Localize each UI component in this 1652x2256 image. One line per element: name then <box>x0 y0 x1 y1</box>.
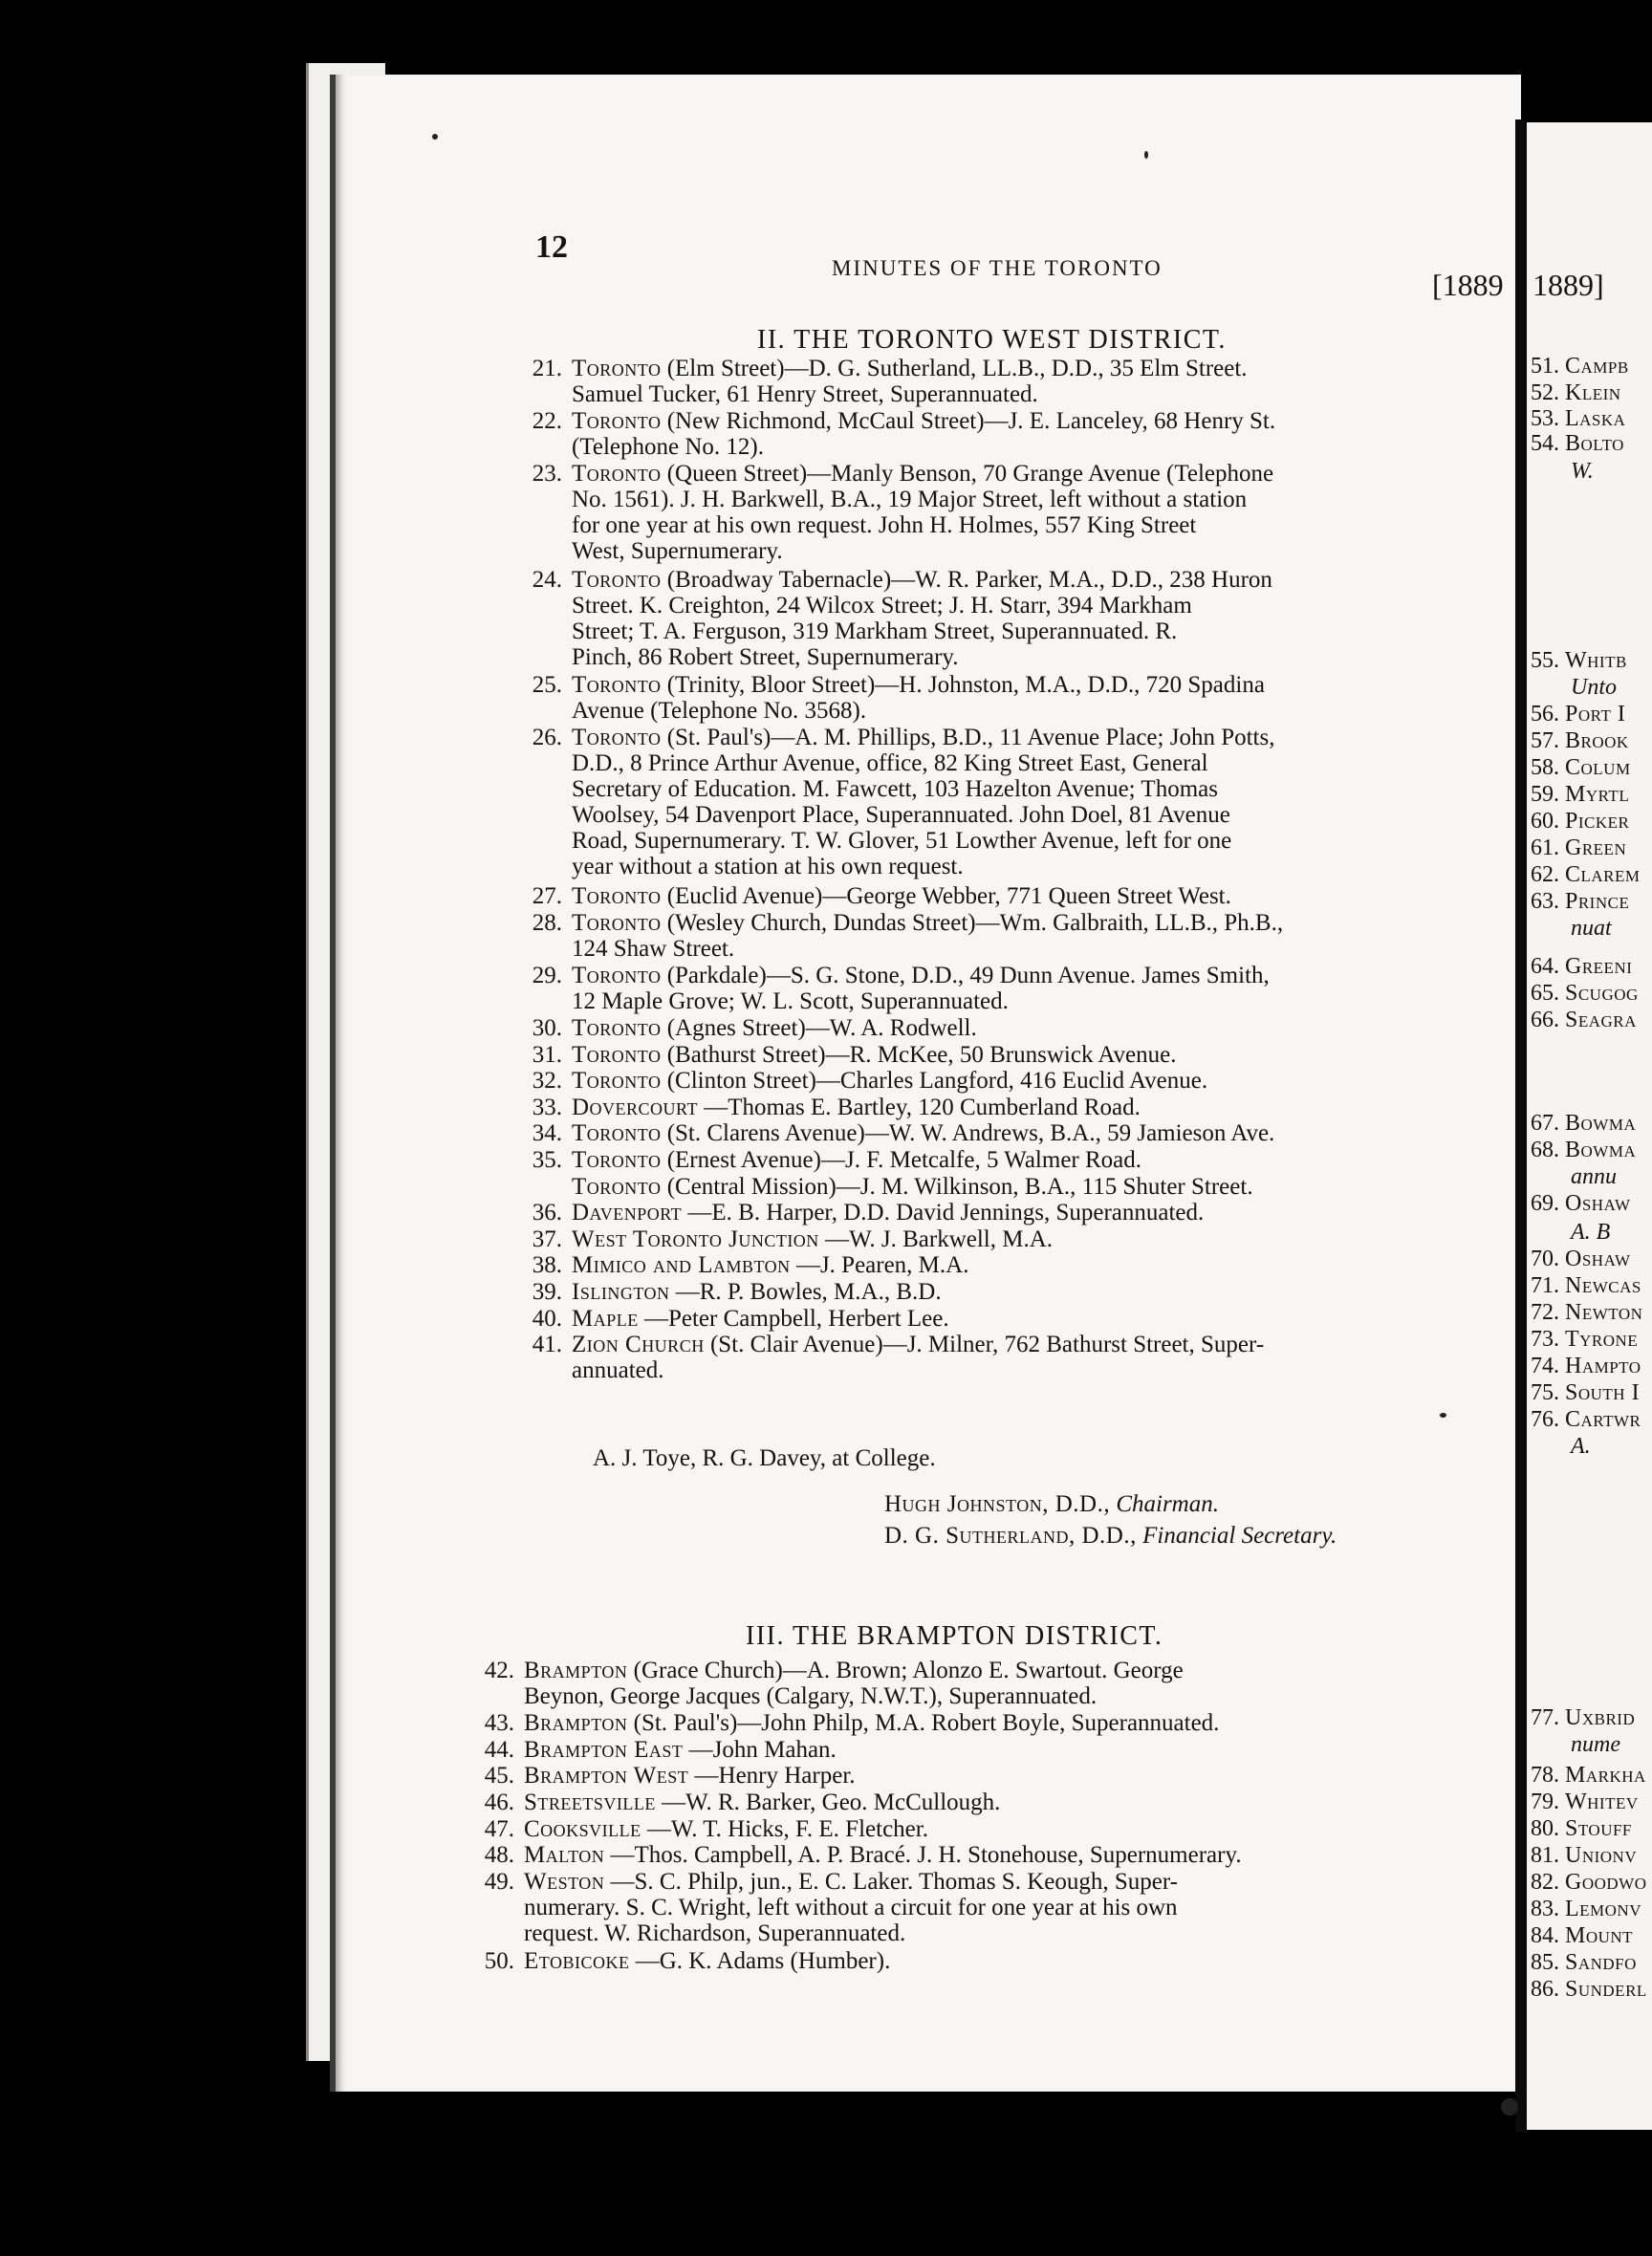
circuit-entry <box>468 1816 928 1842</box>
facing-entry <box>1527 1870 1647 1896</box>
circuit-entry <box>516 1015 977 1041</box>
entry-text-line: (New Richmond, McCaul Street)—J. E. Lanceley, 68 Henry St. <box>666 408 1276 435</box>
entry-text-line: (St. Paul's)—A. M. Phillips, B.D., 11 Avenue Place; John Potts, <box>666 725 1275 751</box>
circuit-entry <box>468 1658 1184 1709</box>
facing-entry <box>1527 1191 1631 1217</box>
facing-entry-number: 86. <box>1531 1977 1559 2002</box>
facing-entry-text: Newcas <box>1565 1273 1641 1298</box>
entry-text-line: —Henry Harper. <box>694 1763 856 1790</box>
facing-entry-number: 58. <box>1531 755 1559 780</box>
entry-number: 24. <box>532 566 562 593</box>
entry-text-line: (Central Mission)—J. M. Wilkinson, B.A., 115 Shuter Street. <box>666 1173 1253 1200</box>
facing-entry-text: Prince <box>1565 889 1630 914</box>
circuit-entry <box>468 1790 1000 1815</box>
entry-place: Brampton <box>524 1710 628 1737</box>
circuit-entry <box>516 461 1273 564</box>
entry-text-line: Street; T. A. Ferguson, 319 Markham Street, Superannuated. R. <box>572 618 1178 644</box>
facing-entry <box>1527 782 1629 808</box>
facing-entry-continuation: annu <box>1571 1164 1617 1189</box>
facing-entry-text: Lemonv <box>1565 1897 1641 1921</box>
entry-place: Brampton West <box>524 1763 689 1790</box>
facing-entry-text: Cartwr <box>1565 1407 1641 1432</box>
facing-entry-text: Laska <box>1565 406 1626 431</box>
facing-entry <box>1527 728 1629 754</box>
facing-entry-text: Markha <box>1565 1763 1646 1788</box>
facing-entry <box>1527 648 1627 674</box>
entry-place: Weston <box>524 1868 605 1895</box>
facing-entry-text: Mount <box>1565 1923 1634 1948</box>
entry-text-line: Road, Supernumerary. T. W. Glover, 51 Lowther Avenue, left for one <box>572 828 1232 855</box>
facing-entry-text: Goodwo <box>1565 1870 1647 1895</box>
facing-entry-text: Picker <box>1565 809 1630 834</box>
entry-number: 37. <box>532 1226 562 1252</box>
facing-entry <box>1527 1950 1637 1976</box>
entry-number: 22. <box>532 408 562 435</box>
entry-text-line: (Agnes Street)—W. A. Rodwell. <box>666 1015 977 1041</box>
facing-entry-text: Bowma <box>1565 1138 1637 1162</box>
entry-number: 36. <box>532 1200 562 1226</box>
facing-page <box>1527 122 1652 2130</box>
facing-entry-text: Unionv <box>1565 1843 1638 1868</box>
circuit-entry <box>516 567 1272 670</box>
entry-place: Toronto <box>572 408 662 435</box>
facing-entry <box>1527 981 1639 1007</box>
circuit-entry <box>468 1763 856 1789</box>
entry-place: Malton <box>524 1842 605 1869</box>
circuit-entry <box>516 963 1270 1014</box>
facing-entry <box>1527 1763 1646 1789</box>
facing-entry-number: 84. <box>1531 1923 1559 1948</box>
facing-entry-number: 74. <box>1531 1354 1559 1378</box>
facing-entry-text: Oshaw <box>1565 1247 1631 1271</box>
entry-place: Etobicoke <box>524 1947 630 1974</box>
facing-entry-text: Campb <box>1565 354 1629 379</box>
facing-entry-number: 59. <box>1531 782 1559 807</box>
circuit-entry <box>516 1042 1176 1068</box>
facing-entry <box>1527 1816 1632 1842</box>
facing-entry <box>1527 755 1631 781</box>
circuit-entry <box>516 1095 1141 1120</box>
circuit-entry <box>468 1710 1219 1736</box>
facing-entry-number: 66. <box>1531 1008 1559 1032</box>
facing-entry <box>1527 406 1625 432</box>
entry-place: West Toronto Junction <box>572 1226 819 1252</box>
entry-place: Toronto <box>572 1147 662 1173</box>
facing-entry-number: 52. <box>1531 380 1559 405</box>
facing-entry-text: Whitev <box>1565 1790 1639 1814</box>
entry-text-line: Woolsey, 54 Davenport Place, Superannuated. John Doel, 81 Avenue <box>572 802 1230 829</box>
entry-text-line: request. W. Richardson, Superannuated. <box>524 1920 906 1946</box>
entry-number: 42. <box>484 1658 514 1683</box>
facing-entry-number: 55. <box>1531 648 1559 673</box>
entry-text-line: D.D., 8 Prince Arthur Avenue, office, 82 King Street East, General <box>572 750 1208 777</box>
entry-text-line: —W. R. Barker, Geo. McCullough. <box>662 1790 1001 1815</box>
facing-entry-number: 71. <box>1531 1273 1559 1298</box>
entry-text-line: (Telephone No. 12). <box>572 434 764 461</box>
facing-entry <box>1527 1977 1647 2003</box>
entry-place: Cooksville <box>524 1815 641 1842</box>
entry-text-line: —W. J. Barkwell, M.A. <box>825 1226 1054 1252</box>
entry-number: 25. <box>532 672 562 699</box>
entry-number: 39. <box>532 1279 562 1305</box>
facing-entry-number: 78. <box>1531 1763 1559 1788</box>
facing-entry-number: 79. <box>1531 1790 1559 1814</box>
entry-text-line: —Thomas E. Bartley, 120 Cumberland Road. <box>704 1094 1141 1120</box>
facing-entry-text: Myrtl <box>1565 782 1630 807</box>
facing-entry <box>1527 1111 1636 1137</box>
entry-place: Zion Church <box>572 1332 705 1358</box>
facing-entry-text: Stouff <box>1565 1816 1632 1841</box>
entry-number: 48. <box>484 1842 514 1869</box>
facing-entry <box>1527 1327 1638 1353</box>
entry-place: Brampton East <box>524 1736 684 1763</box>
entry-number: 35. <box>532 1147 562 1173</box>
entry-text-line: (Grace Church)—A. Brown; Alonzo E. Swartout. George <box>633 1658 1184 1683</box>
circuit-entry <box>516 1332 1264 1383</box>
circuit-entry <box>468 1948 890 1974</box>
facing-entry-text: Green <box>1565 835 1627 860</box>
page-number: 12 <box>535 229 568 265</box>
facing-entry <box>1527 380 1621 406</box>
entry-number: 30. <box>532 1015 562 1041</box>
circuit-entry <box>516 725 1274 879</box>
facing-entry-continuation: nume <box>1571 1732 1620 1757</box>
facing-entry-number: 75. <box>1531 1380 1559 1405</box>
facing-entry-text: Klein <box>1565 380 1621 405</box>
entry-number: 26. <box>532 725 562 751</box>
entry-text-line: (Ernest Avenue)—J. F. Metcalfe, 5 Walmer Road. <box>666 1147 1142 1173</box>
facing-entry-text: Newton <box>1565 1300 1643 1325</box>
facing-entry-number: 70. <box>1531 1247 1559 1271</box>
entry-text-line: (Broadway Tabernacle)—W. R. Parker, M.A., D.D., 238 Huron <box>666 566 1272 593</box>
facing-entry-text: Uxbrid <box>1565 1705 1636 1730</box>
circuit-entry <box>516 672 1265 724</box>
circuit-entry <box>468 1869 1178 1946</box>
college-note: A. J. Toye, R. G. Davey, at College. <box>593 1445 936 1471</box>
facing-entry-text: Sandfo <box>1565 1950 1637 1975</box>
facing-entry <box>1527 1300 1642 1326</box>
entry-place: Davenport <box>572 1200 683 1226</box>
entry-text-line: (Queen Street)—Manly Benson, 70 Grange Avenue (Telephone <box>666 461 1274 488</box>
entry-text-line: for one year at his own request. John H. Holmes, 557 King Street <box>572 512 1197 539</box>
entry-place: Brampton <box>524 1658 628 1683</box>
facing-entry-number: 63. <box>1531 889 1559 914</box>
facing-entry-number: 83. <box>1531 1897 1559 1921</box>
facing-entry-number: 73. <box>1531 1327 1559 1352</box>
entry-number: 50. <box>484 1947 514 1974</box>
facing-entry <box>1527 954 1632 980</box>
entry-text-line: (Parkdale)—S. G. Stone, D.D., 49 Dunn Avenue. James Smith, <box>666 962 1270 988</box>
entry-text-line: —John Mahan. <box>688 1736 837 1763</box>
entry-number: 32. <box>532 1068 562 1095</box>
facing-entry-text: Clarem <box>1565 862 1641 887</box>
facing-entry-number: 85. <box>1531 1950 1559 1975</box>
facing-entry-number: 61. <box>1531 835 1559 860</box>
facing-entry-continuation: W. <box>1571 459 1594 484</box>
entry-text-line: 12 Maple Grove; W. L. Scott, Superannuated. <box>572 987 1009 1014</box>
facing-entry <box>1527 702 1625 727</box>
signature-secretary <box>884 1523 1337 1550</box>
entry-place: Toronto <box>572 1041 662 1068</box>
facing-entry-continuation: nuat <box>1571 916 1612 941</box>
entry-text-line: year without a station at his own request. <box>572 854 964 880</box>
signature-name: Hugh Johnston, D.D., <box>884 1491 1111 1517</box>
entry-place: Toronto <box>572 1068 662 1095</box>
page-year: [1889 <box>1432 268 1504 302</box>
entry-place: Toronto <box>572 725 662 751</box>
facing-entry-number: 54. <box>1531 431 1559 456</box>
entry-number: 31. <box>532 1041 562 1068</box>
entry-text-line: (Elm Street)—D. G. Sutherland, LL.B., D.D., 35 Elm Street. <box>666 356 1248 381</box>
facing-entry <box>1527 862 1641 888</box>
facing-entry-text: South I <box>1565 1380 1641 1405</box>
facing-entry-text: Colum <box>1565 755 1631 780</box>
facing-entry-number: 76. <box>1531 1407 1559 1432</box>
entry-number: 45. <box>484 1763 514 1790</box>
entry-text-line: Beynon, George Jacques (Calgary, N.W.T.), Superannuated. <box>524 1683 1098 1709</box>
facing-entry <box>1527 354 1629 380</box>
circuit-entry <box>468 1737 837 1763</box>
facing-entry-text: Sunderl <box>1565 1977 1647 2002</box>
facing-entry-text: Brook <box>1565 728 1629 753</box>
entry-text-line: (Wesley Church, Dundas Street)—Wm. Galbraith, LL.B., Ph.B., <box>666 909 1284 936</box>
facing-entry <box>1527 1008 1637 1033</box>
entry-place: Islington <box>572 1279 670 1305</box>
entry-number: 33. <box>532 1094 562 1120</box>
entry-text-line: (St. Paul's)—John Philp, M.A. Robert Boyle, Superannuated. <box>633 1710 1220 1737</box>
entry-place: Toronto <box>572 1015 662 1041</box>
entry-number: 23. <box>532 461 562 488</box>
facing-entry <box>1527 1380 1640 1406</box>
facing-entry-number: 72. <box>1531 1300 1559 1325</box>
entry-place: Toronto <box>572 672 662 699</box>
facing-entry-number: 81. <box>1531 1843 1559 1868</box>
signature-name: D. G. Sutherland, D.D., <box>884 1523 1137 1549</box>
facing-entry <box>1527 1247 1631 1272</box>
facing-entry <box>1527 835 1626 861</box>
entry-number: 40. <box>532 1305 562 1332</box>
facing-entry <box>1527 889 1629 915</box>
running-head: MINUTES OF THE TORONTO <box>832 256 1163 280</box>
facing-entry <box>1527 1407 1641 1433</box>
entry-text-line: Secretary of Education. M. Fawcett, 103 Hazelton Avenue; Thomas <box>572 776 1218 803</box>
entry-text-line: —Peter Campbell, Herbert Lee. <box>643 1305 949 1332</box>
page-gutter <box>1515 119 1527 2132</box>
entry-place: Toronto <box>572 461 662 488</box>
signature-role: Chairman. <box>1116 1491 1219 1517</box>
entry-text-line: numerary. S. C. Wright, left without a circuit for one year at his own <box>524 1894 1178 1920</box>
circuit-entry <box>516 1200 1204 1226</box>
entry-text-line: Samuel Tucker, 61 Henry Street, Superannuated. <box>572 381 1038 407</box>
entry-place: Toronto <box>572 883 662 909</box>
entry-text-line: —G. K. Adams (Humber). <box>635 1947 891 1974</box>
entry-place: Maple <box>572 1305 639 1332</box>
facing-entry-number: 57. <box>1531 728 1559 753</box>
facing-entry <box>1527 1273 1641 1299</box>
entry-place: Dovercourt <box>572 1094 698 1120</box>
facing-entry-continuation: A. <box>1571 1434 1591 1459</box>
facing-entry <box>1527 1790 1639 1815</box>
entry-place: Toronto <box>572 962 662 988</box>
entry-text-line: Pinch, 86 Robert Street, Supernumerary. <box>572 643 959 670</box>
facing-entry-text: Hampto <box>1565 1354 1641 1378</box>
facing-entry-text: Greeni <box>1565 954 1633 979</box>
facing-entry-text: Port I <box>1565 702 1626 727</box>
entry-text-line: (St. Clair Avenue)—J. Milner, 762 Bathurst Street, Super- <box>709 1332 1265 1358</box>
facing-entry-text: Bowma <box>1565 1111 1637 1136</box>
facing-entry-number: 65. <box>1531 981 1559 1006</box>
facing-entry-number: 53. <box>1531 406 1559 431</box>
scan-speck <box>432 134 438 140</box>
entry-number: 47. <box>484 1815 514 1842</box>
facing-entry-continuation: A. B <box>1571 1220 1611 1245</box>
facing-entry-number: 56. <box>1531 702 1559 727</box>
circuit-entry <box>516 1252 968 1278</box>
facing-entry <box>1527 431 1624 457</box>
facing-entry-text: Scugog <box>1565 981 1639 1006</box>
entry-text-line: —Thos. Campbell, A. P. Bracé. J. H. Stonehouse, Supernumerary. <box>610 1842 1242 1869</box>
facing-entry <box>1527 809 1629 835</box>
facing-entry <box>1527 1354 1641 1379</box>
entry-number: 27. <box>532 883 562 909</box>
entry-text-line: —R. P. Bowles, M.A., B.D. <box>675 1279 942 1305</box>
entry-number: 49. <box>484 1868 514 1895</box>
entry-number: 21. <box>532 356 562 381</box>
district-heading-brampton: III. THE BRAMPTON DISTRICT. <box>746 1621 1163 1651</box>
circuit-entry <box>516 1226 1053 1252</box>
entry-place: Toronto <box>572 1120 662 1147</box>
entry-place: Toronto <box>572 909 662 936</box>
facing-entry <box>1527 1897 1641 1922</box>
facing-entry-number: 69. <box>1531 1191 1559 1216</box>
entry-text-line: —E. B. Harper, D.D. David Jennings, Superannuated. <box>687 1200 1205 1226</box>
entry-text-line: No. 1561). J. H. Barkwell, B.A., 19 Major Street, left without a station <box>572 487 1248 513</box>
entry-place: Toronto <box>572 566 662 593</box>
entry-number: 46. <box>484 1790 514 1815</box>
circuit-entry <box>516 1279 942 1305</box>
signature-chairman <box>884 1491 1219 1518</box>
entry-text-line: Street. K. Creighton, 24 Wilcox Street; J. H. Starr, 394 Markham <box>572 592 1192 618</box>
facing-entry <box>1527 1705 1635 1731</box>
facing-entry-text: Oshaw <box>1565 1191 1631 1216</box>
entry-text-line: (Bathurst Street)—R. McKee, 50 Brunswick Avenue. <box>666 1041 1177 1068</box>
facing-entry-number: 80. <box>1531 1816 1559 1841</box>
facing-entry-text: Seagra <box>1565 1008 1637 1032</box>
entry-number: 44. <box>484 1736 514 1763</box>
entry-number: 29. <box>532 962 562 988</box>
circuit-entry <box>516 1174 1253 1200</box>
facing-entry <box>1527 1138 1636 1163</box>
circuit-entry <box>516 408 1275 460</box>
circuit-entry <box>516 1120 1274 1146</box>
entry-place: Streetsville <box>524 1790 656 1815</box>
facing-entry-text: Whitb <box>1565 648 1627 673</box>
entry-text-line: (Trinity, Bloor Street)—H. Johnston, M.A., D.D., 720 Spadina <box>666 672 1265 699</box>
entry-number: 28. <box>532 909 562 936</box>
entry-text-line: (Clinton Street)—Charles Langford, 416 Euclid Avenue. <box>666 1068 1208 1095</box>
circuit-entry <box>516 910 1283 962</box>
circuit-entry <box>468 1842 1242 1868</box>
facing-entry-text: Bolto <box>1565 431 1624 456</box>
signature-role: Financial Secretary. <box>1142 1523 1337 1549</box>
entry-text-line: (St. Clarens Avenue)—W. W. Andrews, B.A., 59 Jamieson Ave. <box>666 1120 1275 1147</box>
facing-entry-number: 62. <box>1531 862 1559 887</box>
circuit-entry <box>516 356 1248 407</box>
facing-entry-continuation: Unto <box>1571 675 1617 700</box>
circuit-entry <box>516 1147 1141 1173</box>
entry-number: 43. <box>484 1710 514 1737</box>
entry-text-line: (Euclid Avenue)—George Webber, 771 Queen Street West. <box>666 883 1231 909</box>
entry-place: Mimico and Lambton <box>572 1252 791 1279</box>
scan-speck <box>1501 2098 1518 2115</box>
facing-year: 1889] <box>1532 268 1604 302</box>
scan-speck <box>1144 151 1148 159</box>
circuit-entry <box>516 883 1231 909</box>
facing-entry-number: 60. <box>1531 809 1559 834</box>
facing-entry <box>1527 1923 1633 1949</box>
facing-entry-text: Tyrone <box>1565 1327 1639 1352</box>
entry-place: Toronto <box>572 356 662 381</box>
entry-number: 41. <box>532 1332 562 1358</box>
facing-entry <box>1527 1843 1637 1869</box>
circuit-entry <box>516 1068 1207 1094</box>
facing-entry-number: 51. <box>1531 354 1559 379</box>
facing-entry-number: 68. <box>1531 1138 1559 1162</box>
entry-text-line: annuated. <box>572 1357 664 1384</box>
entry-text-line: —S. C. Philp, jun., E. C. Laker. Thomas S. Keough, Super- <box>610 1868 1179 1895</box>
entry-text-line: 124 Shaw Street. <box>572 935 735 962</box>
district-heading-toronto-west: II. THE TORONTO WEST DISTRICT. <box>757 325 1227 355</box>
entry-number: 38. <box>532 1252 562 1279</box>
facing-entry-number: 77. <box>1531 1705 1559 1730</box>
entry-text-line: —J. Pearen, M.A. <box>795 1252 969 1279</box>
entry-place: Toronto <box>572 1173 662 1200</box>
circuit-entry <box>516 1306 949 1332</box>
facing-entry-number: 82. <box>1531 1870 1559 1895</box>
entry-text-line: West, Supernumerary. <box>572 538 783 565</box>
entry-number: 34. <box>532 1120 562 1147</box>
entry-text-line: —W. T. Hicks, F. E. Fletcher. <box>646 1815 928 1842</box>
scan-speck <box>1440 1413 1446 1418</box>
facing-entry-number: 64. <box>1531 954 1559 979</box>
entry-text-line: Avenue (Telephone No. 3568). <box>572 698 867 725</box>
facing-entry-number: 67. <box>1531 1111 1559 1136</box>
